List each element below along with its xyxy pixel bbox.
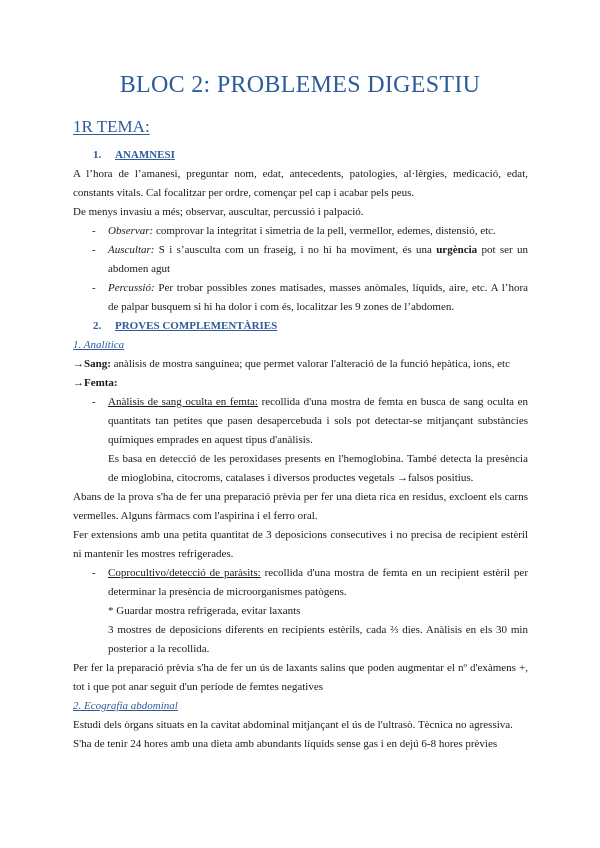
bullet-emphasis: urgència [436,244,478,256]
subheading-ecografia: 2. Ecografia abdominal [73,700,178,712]
section-number: 1. [93,149,102,161]
paragraph-anamnesi-intro: A l’hora de l’amanesi, preguntar nom, edat, antecedents, patologies, al·lèrgies, medicació, edat, constants vitals. Cal focalitzar per ordre, començar pel cap i acabar pels peus. [73,168,528,199]
bullet-dash: - [92,396,96,408]
paragraph-femta [73,374,528,393]
arrow-icon: → [396,472,408,484]
section-title: ANAMNESI [115,149,175,161]
item-label: Sang: [84,358,111,370]
paragraph-peroxidases [73,450,528,488]
bullet-text: S i s’ausculta com un fraseig, i no hi ha moviment, és una [154,244,437,256]
bullet-text: comprovar la integritat i simetria de la pell, vermellor, edemes, distensió, etc. [153,225,496,237]
bullet-dash: - [92,225,96,237]
bullet-label: Coprocultivo/detecció de paràsits: [108,567,261,579]
page-title: BLOC 2: PROBLEMES DIGESTIU [119,72,481,98]
bullet-observar [73,222,528,241]
bullet-text: recollida d'una mostra de femta en un recipient estèril per determinar la presència de microorganismes patògens. [108,567,528,598]
document-body [73,146,528,754]
bullet-label: Percussió: [108,282,155,294]
bullet-label: Observar: [108,225,154,237]
paragraph-note: * Guardar mostra refrigerada, evitar laxants [108,605,301,617]
paragraph-ecografia: Estudi dels òrgans situats en la cavitat abdominal mitjançant el ús de l'ultrasò. Tècnica no agressiva. [73,719,513,731]
section-number: 2. [93,320,102,332]
paragraph-mostres: 3 mostres de deposicions diferents en recipients estèrils, cada ⅔ dies. Anàlisis en els 30 min posterior a la recollida. [108,624,528,655]
bullet-label: Anàlisis de sang oculta en femta: [108,396,258,408]
arrow-icon: → [73,377,84,389]
paragraph-laxants: Per fer la preparació prèvia s'ha de fer un ús de laxants salins que poden augmentar el nº d'exàmens +, tot i que pot anar seguit d'un període de femtes negatives [73,662,528,693]
bullet-label: Auscultar: [108,244,155,256]
section-title: PROVES COMPLEMENTÀRIES [115,320,278,332]
bullet-coprocultiu [73,564,528,602]
item-text: Es basa en detecció de les peroxidases presents en l'hemoglobina. També detecta la presència de mioglobina, citocroms, catalases i diversos productes vegetals [108,453,528,484]
item-text: anàlisis de mostra sanguínea; que permet valorar l'alteració de la funció hepàtica, ions, etc [110,358,510,370]
bullet-dash: - [92,567,96,579]
subheading-analitica: 1. Analítica [73,339,125,351]
topic-heading: 1R TEMA: [73,117,150,136]
paragraph-preparacio: Abans de la prova s'ha de fer una preparació prèvia per fer una dieta rica en residus, excloent els carns vermelles. Alguns fàrmacs com l'aspirina i el ferro oral. [73,491,528,522]
bullet-percussio [73,279,528,317]
section-heading-proves [73,317,528,336]
paragraph-sang [73,355,528,374]
paragraph-exam-order: De menys invasiu a més; observar, auscultar, percussió i palpació. [73,206,364,218]
bullet-sang-oculta [73,393,528,450]
paragraph-dieta: S'ha de tenir 24 hores amb una dieta amb abundants líquids sense gas i en dejú 6-8 hores prèvies [73,738,498,750]
bullet-auscultar [73,241,528,279]
bullet-text: Per trobar possibles zones matisades, masses anòmales, líquids, aire, etc. A l’hora de palpar busquem si hi ha dolor i com és, localitzar les 9 zones de l’abdomen. [108,282,528,313]
paragraph-extensions: Fer extensions amb una petita quantitat de 3 deposicions consecutives i no precisa de recipient estèril ni mantenir les mostres refrigerades. [73,529,528,560]
bullet-dash: - [92,282,96,294]
item-label: Femta: [84,377,118,389]
section-heading-anamnesi [73,146,528,165]
bullet-dash: - [92,244,96,256]
bullet-text: pot ser un abdomen agut [108,244,528,275]
item-text: falsos positius. [407,472,474,484]
arrow-icon: → [73,358,84,370]
bullet-text: recollida d'una mostra de femta en busca de sang oculta en quantitats tan petites que pasen desapercebuda i sols pot detectar-se mitjançant substàncies químiques emprades en aquest tipus d'anàlisis. [108,396,529,446]
